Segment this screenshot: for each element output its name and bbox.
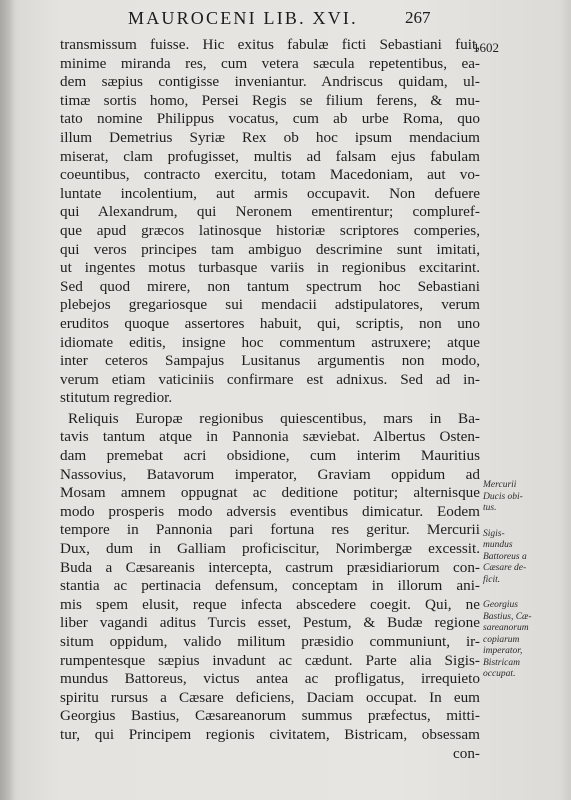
text-line: Buda a Cæsareanis intercepta, castrum præsidiariorum con- [60,558,480,576]
text-line: plebejos gregariosque sui mendacii adstipulatores, verum [60,296,480,314]
text-line: inter ceteros Sampajus Lusitanus argumentis non modo, [60,352,480,370]
running-title: MAUROCENI LIB. XVI. [128,8,358,28]
margin-note-line: Ducis obi- [483,491,523,502]
text-line: idiomate editis, insigne hoc commentum astruxere; atque [60,333,480,351]
margin-note-line: Battoreus a [483,551,527,562]
text-line: modo prosperis modo adversis eventibus dimicatur. Eodem [60,502,480,520]
text-line: luntate incolentium, aut armis occupavit. Non defuere [60,184,480,202]
text-line: Georgius Bastius, Cæsareanorum summus præfectus, mitti- [60,707,480,725]
text-line: stitutum regredior. [60,389,173,407]
margin-notes [483,480,567,695]
page-number: 267 [405,8,431,27]
margin-note-line: sareanorum [483,623,529,633]
text-line: verum etiam vaticiniis confirmare est adnixus. Sed ad in- [60,370,480,388]
text-line: tavis tantum atque in Pannonia sæviebat. Albertus Osten- [60,428,480,446]
text-line: illum Demetrius Syriæ Rex ob hoc ipsum mendacium [60,128,480,146]
margin-note-line: copiarum [483,634,520,645]
text-line: eruditos quoque assertores habuit, qui, scriptis, non uno [60,314,480,332]
text-line: tato nomine Philippus vocatus, cum ab urbe Roma, quo [60,110,480,128]
text-line: situm oppidum, valido militum præsidio communiunt, ir- [60,633,480,650]
text-line: liber vagandi aditus Turcis esset, Pestum, & Budæ regione [60,614,480,632]
text-line: transmissum fuisse. Hic exitus fabulæ ficti Sebastiani fuit, [60,36,480,53]
margin-note [483,529,567,587]
gutter-shadow [0,0,14,800]
text-line: stantia ac pertinacia defensum, conceptam in illorum ani- [60,577,480,595]
margin-note-line: Sigis- [483,528,505,539]
margin-note-line: mundus [483,540,513,550]
margin-note-line: Georgius [483,600,519,610]
margin-note-line: Bistricam [483,657,520,668]
page-header [0,6,571,36]
text-line: timæ sortis homo, Persei Regis se filium ferens, & mu- [60,91,480,109]
text-line: Nassovius, Batavorum imperator, Graviam oppidum ad [60,465,480,483]
text-line: que apud græcos latinosque historiæ scriptores comperies, [60,221,480,239]
text-line: dem sæpius contigisse inveniantur. Andriscus quidam, ul- [60,73,480,91]
margin-note [483,600,567,681]
text-line: qui Alexandrum, qui Neronem ementirentur; compluref- [60,203,480,221]
margin-year: 1602 [473,40,499,55]
text-line: mis spem elusit, reque infecta abscedere coegit. Qui, ne [60,595,480,613]
margin-note-line: tus. [483,503,497,513]
margin-note-line: Cæsare de- [483,563,527,573]
margin-note-line: Bastius, Cæ- [483,611,532,622]
catchword: con- [453,744,480,762]
text-line: tur, qui Principem regionis civitatem, Bistricam, obsessam [60,725,480,743]
margin-note-line: ficit. [483,574,501,585]
text-line: spiritu rursus a Cæsare deficiens, Daciam occupat. In eum [60,688,480,706]
text-line: miserat, clam profugisset, multis ad falsam ejus fabulam [60,147,480,165]
text-line: coeuntibus, contracto exercitu, totam Macedoniam, aut vo- [60,166,480,184]
margin-note-line: Mercurii [483,480,517,490]
text-line: ut ingentes motus turbasque variis in regionibus excitarint. [60,259,480,277]
text-line: rumpentesque sæpius invadunt ac cædunt. Parte alia Sigis- [60,651,480,669]
text-line: minime miranda res, cum vetera sæcula repetentibus, ea- [60,54,480,72]
text-line: qui veros principes tam ambiguo descrimine sunt imitati, [60,240,480,258]
margin-note-line: occupat. [483,669,516,679]
text-line: Reliquis Europæ regionibus quiescentibus, mars in Ba- [68,409,480,427]
text-line: Sed quod mirere, non tantum spectrum hoc Sebastiani [60,277,480,295]
text-line: Mosam amnem oppugnat ac deditione potitur; alternisque [60,484,480,502]
body-text [60,36,480,763]
text-line: Dux, dum in Galliam proficiscitur, Norimbergæ excessit. [60,540,480,558]
text-line: tempore in Pannonia pari fortuna res geritur. Mercurii [60,521,480,539]
text-line: mundus Battoreus, victus antea ac profligatus, irrequieto [60,670,480,688]
text-line: dam premebat acri obsidione, cum interim Mauritius [60,447,480,465]
margin-note-line: imperator, [483,646,523,656]
margin-note [483,480,567,515]
